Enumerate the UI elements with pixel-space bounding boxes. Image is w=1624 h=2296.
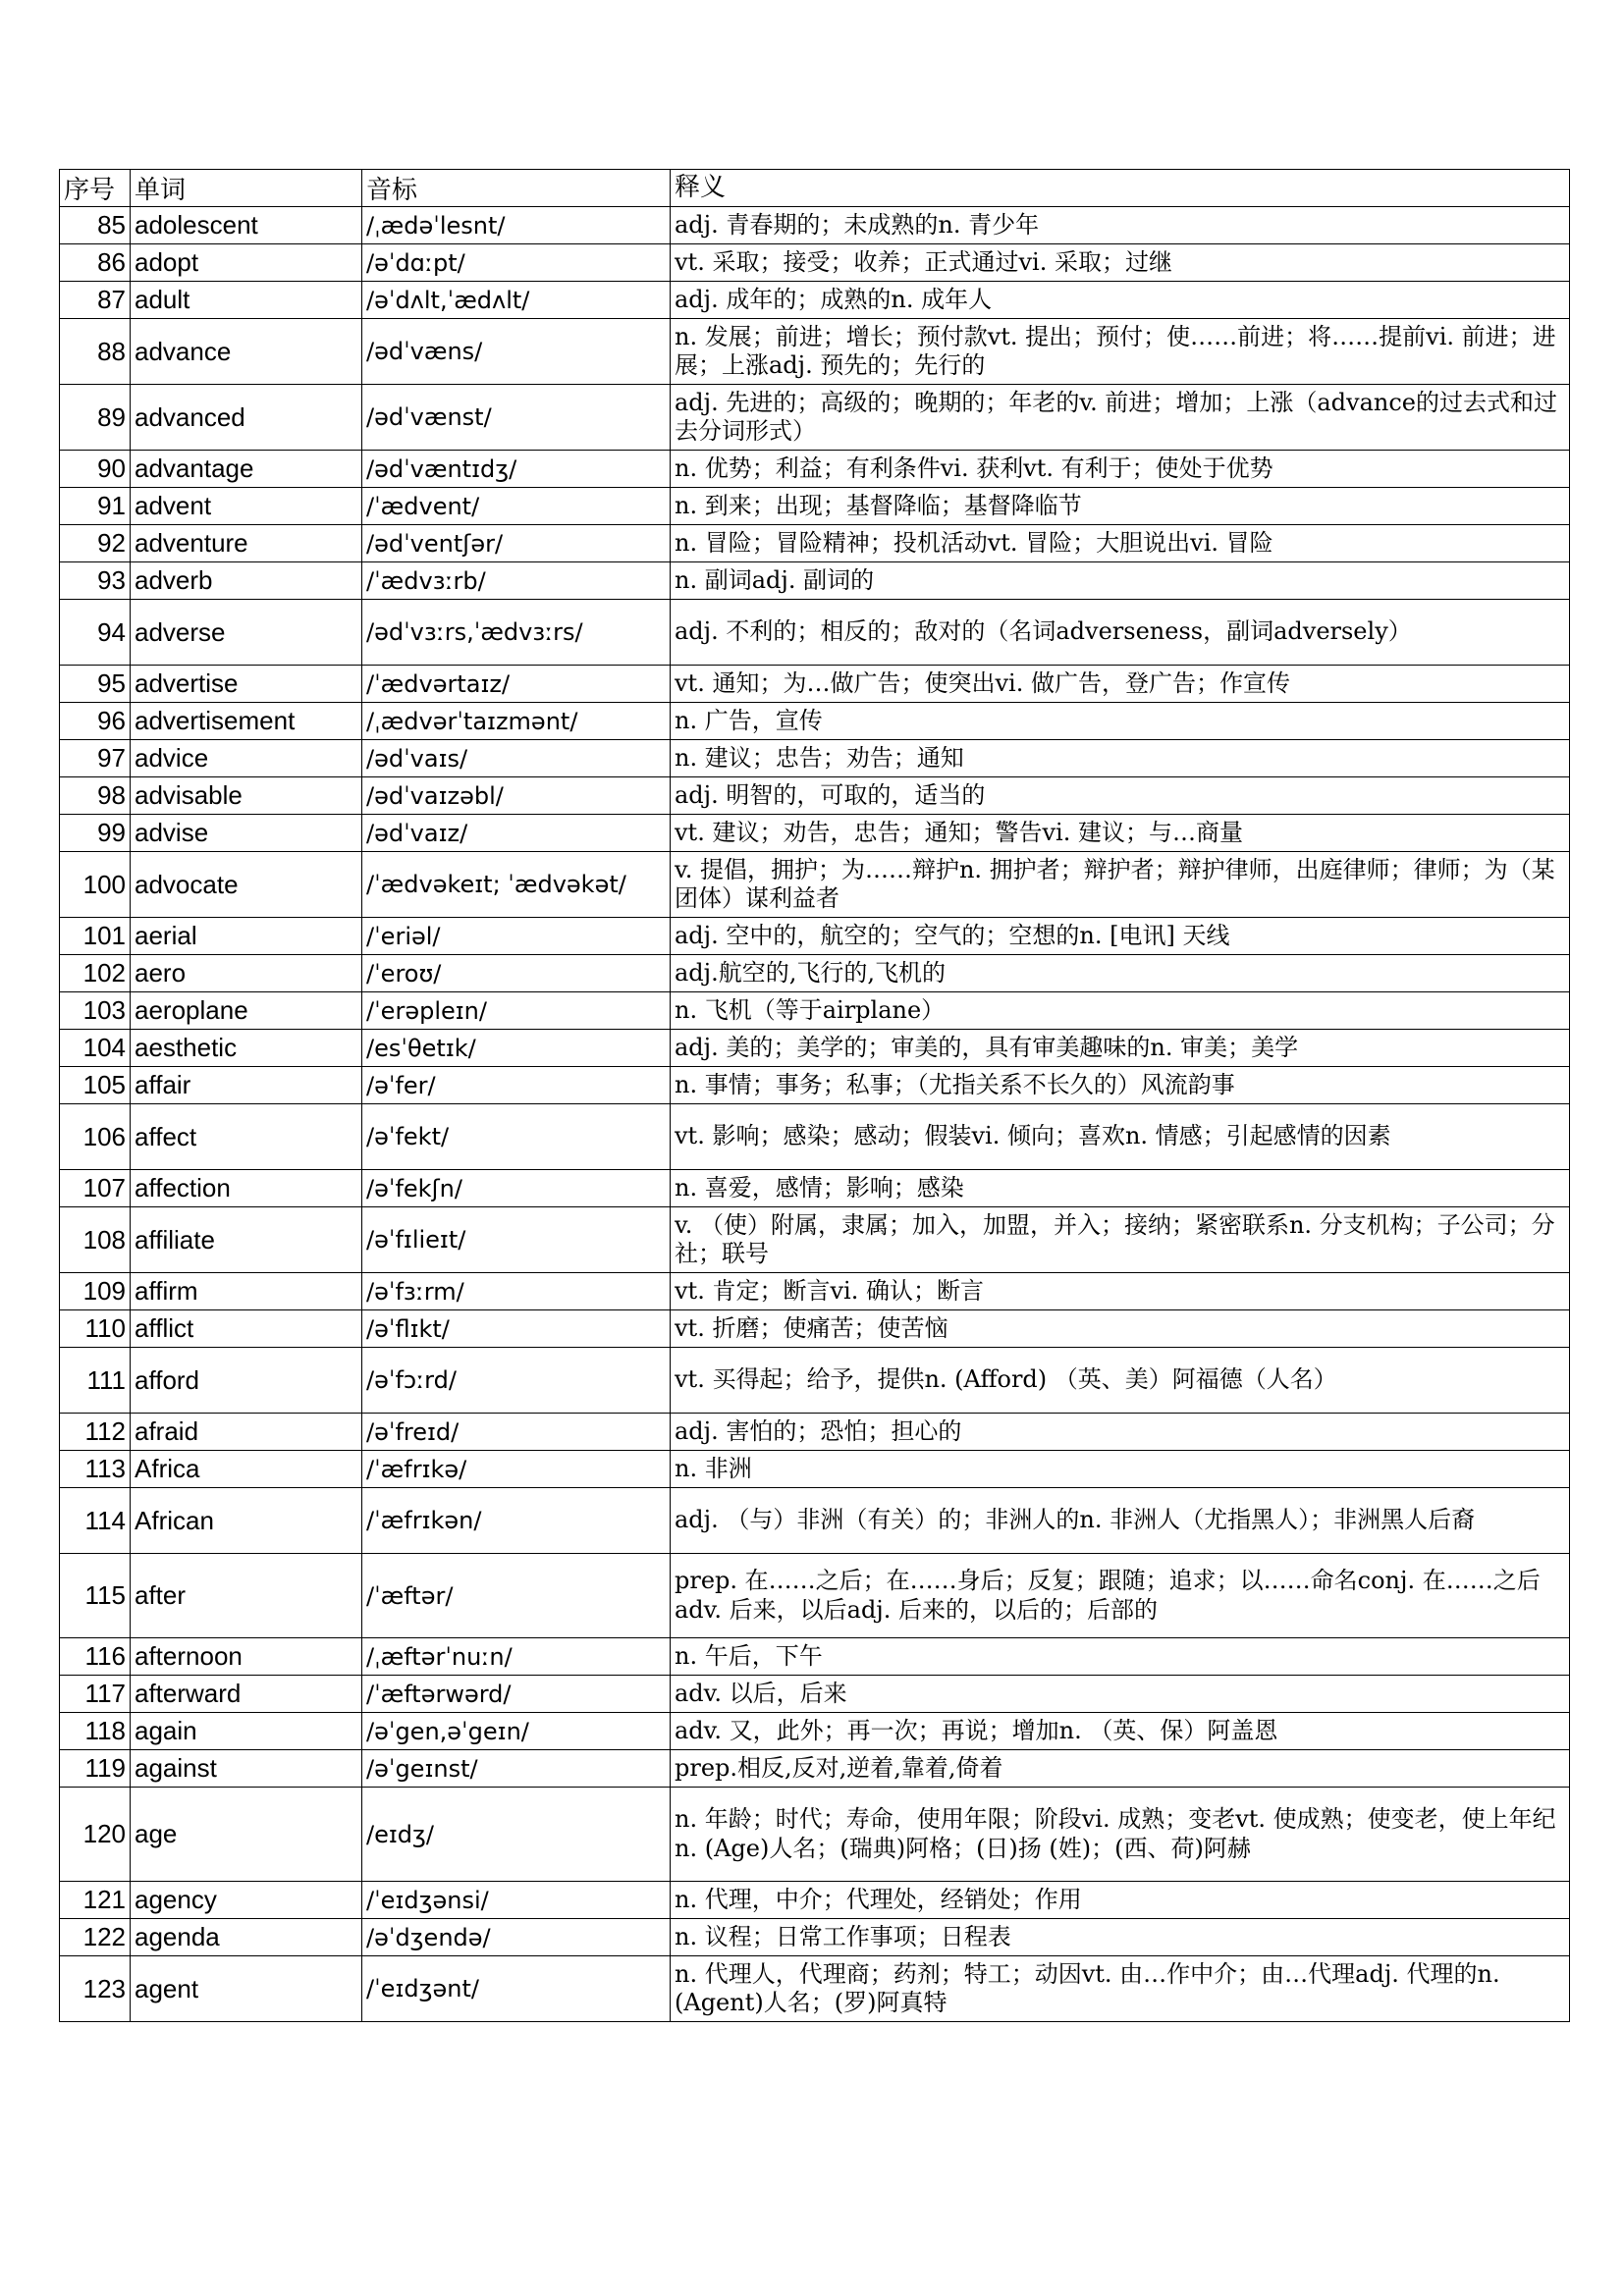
row-phonetic: /ˈædvɜːrb/ xyxy=(362,562,671,600)
row-definition: adj. 成年的；成熟的n. 成年人 xyxy=(671,282,1570,319)
row-phonetic: /əˈfer/ xyxy=(362,1067,671,1104)
row-word: after xyxy=(131,1554,362,1638)
row-definition: vt. 采取；接受；收养；正式通过vi. 采取；过继 xyxy=(671,244,1570,282)
row-word: advertise xyxy=(131,666,362,703)
row-phonetic: /ˈædvərtaɪz/ xyxy=(362,666,671,703)
table-row xyxy=(60,488,1570,525)
row-word: affection xyxy=(131,1170,362,1207)
row-word: aeroplane xyxy=(131,992,362,1030)
row-phonetic: /əˈfɜːrm/ xyxy=(362,1273,671,1310)
row-definition: n. 年龄；时代；寿命，使用年限；阶段vi. 成熟；变老vt. 使成熟；使变老，使上年纪n. (Age)人名；(瑞典)阿格；(日)扬 (姓)；(西、荷)阿赫 xyxy=(671,1788,1570,1882)
row-word: adolescent xyxy=(131,207,362,244)
row-number: 114 xyxy=(60,1488,131,1554)
row-word: Africa xyxy=(131,1451,362,1488)
table-row xyxy=(60,815,1570,852)
table-row xyxy=(60,562,1570,600)
row-definition: n. 飞机（等于airplane） xyxy=(671,992,1570,1030)
header-number: 序号 xyxy=(60,170,131,207)
row-definition: n. 代理人，代理商；药剂；特工；动因vt. 由…作中介；由…代理adj. 代理的n. (Agent)人名；(罗)阿真特 xyxy=(671,1956,1570,2022)
row-phonetic: /əˈfɔːrd/ xyxy=(362,1348,671,1414)
row-number: 108 xyxy=(60,1207,131,1273)
table-row xyxy=(60,1713,1570,1750)
row-word: adopt xyxy=(131,244,362,282)
row-definition: n. 喜爱，感情；影响；感染 xyxy=(671,1170,1570,1207)
row-word: agency xyxy=(131,1882,362,1919)
row-number: 109 xyxy=(60,1273,131,1310)
row-number: 116 xyxy=(60,1638,131,1676)
table-row xyxy=(60,852,1570,918)
row-definition: vt. 建议；劝告，忠告；通知；警告vi. 建议；与…商量 xyxy=(671,815,1570,852)
row-word: adventure xyxy=(131,525,362,562)
table-row xyxy=(60,1638,1570,1676)
row-phonetic: /ˈeɪdʒənsi/ xyxy=(362,1882,671,1919)
row-phonetic: /ˈæfrɪkə/ xyxy=(362,1451,671,1488)
table-row xyxy=(60,666,1570,703)
row-number: 112 xyxy=(60,1414,131,1451)
table-row xyxy=(60,525,1570,562)
row-definition: v. （使）附属，隶属；加入，加盟，并入；接纳；紧密联系n. 分支机构；子公司；分社；联号 xyxy=(671,1207,1570,1273)
row-number: 107 xyxy=(60,1170,131,1207)
row-definition: n. 到来；出现；基督降临；基督降临节 xyxy=(671,488,1570,525)
row-definition: adj. 青春期的；未成熟的n. 青少年 xyxy=(671,207,1570,244)
row-phonetic: /ˈeɪdʒənt/ xyxy=(362,1956,671,2022)
row-word: age xyxy=(131,1788,362,1882)
row-definition: n. 发展；前进；增长；预付款vt. 提出；预付；使……前进；将……提前vi. 前进；进展；上涨adj. 预先的；先行的 xyxy=(671,319,1570,385)
row-phonetic: /ˌæftərˈnuːn/ xyxy=(362,1638,671,1676)
row-word: advent xyxy=(131,488,362,525)
row-definition: n. 广告，宣传 xyxy=(671,703,1570,740)
row-word: aero xyxy=(131,955,362,992)
row-definition: vt. 买得起；给予，提供n. (Afford) （英、美）阿福德（人名） xyxy=(671,1348,1570,1414)
row-definition: n. 午后，下午 xyxy=(671,1638,1570,1676)
row-definition: n. 议程；日常工作事项；日程表 xyxy=(671,1919,1570,1956)
row-definition: vt. 通知；为…做广告；使突出vi. 做广告，登广告；作宣传 xyxy=(671,666,1570,703)
header-word: 单词 xyxy=(131,170,362,207)
table-row xyxy=(60,1170,1570,1207)
row-definition: adj. 空中的，航空的；空气的；空想的n. [电讯] 天线 xyxy=(671,918,1570,955)
row-phonetic: /ədˈvæntɪdʒ/ xyxy=(362,451,671,488)
table-row xyxy=(60,1554,1570,1638)
row-number: 105 xyxy=(60,1067,131,1104)
row-definition: adj. 害怕的；恐怕；担心的 xyxy=(671,1414,1570,1451)
table-row xyxy=(60,1919,1570,1956)
row-phonetic: /əˈfekt/ xyxy=(362,1104,671,1170)
table-row xyxy=(60,244,1570,282)
row-number: 90 xyxy=(60,451,131,488)
row-word: adverb xyxy=(131,562,362,600)
table-row xyxy=(60,918,1570,955)
row-number: 101 xyxy=(60,918,131,955)
row-definition: v. 提倡，拥护；为……辩护n. 拥护者；辩护者；辩护律师，出庭律师；律师；为（某团体）谋利益者 xyxy=(671,852,1570,918)
row-definition: n. 冒险；冒险精神；投机活动vt. 冒险；大胆说出vi. 冒险 xyxy=(671,525,1570,562)
row-phonetic: /əˈflɪkt/ xyxy=(362,1310,671,1348)
row-definition: n. 事情；事务；私事；（尤指关系不长久的）风流韵事 xyxy=(671,1067,1570,1104)
row-definition: adj. 美的；美学的；审美的，具有审美趣味的n. 审美；美学 xyxy=(671,1030,1570,1067)
row-number: 95 xyxy=(60,666,131,703)
row-phonetic: /əˈfɪlieɪt/ xyxy=(362,1207,671,1273)
table-row xyxy=(60,1788,1570,1882)
row-word: afflict xyxy=(131,1310,362,1348)
row-word: afterward xyxy=(131,1676,362,1713)
row-word: advance xyxy=(131,319,362,385)
table-row xyxy=(60,777,1570,815)
row-number: 121 xyxy=(60,1882,131,1919)
row-number: 99 xyxy=(60,815,131,852)
row-number: 118 xyxy=(60,1713,131,1750)
table-row xyxy=(60,740,1570,777)
row-word: agent xyxy=(131,1956,362,2022)
row-number: 98 xyxy=(60,777,131,815)
row-number: 102 xyxy=(60,955,131,992)
row-definition: n. 副词adj. 副词的 xyxy=(671,562,1570,600)
table-row xyxy=(60,1310,1570,1348)
table-row xyxy=(60,1030,1570,1067)
row-number: 122 xyxy=(60,1919,131,1956)
row-definition: adv. 又，此外；再一次；再说；增加n. （英、保）阿盖恩 xyxy=(671,1713,1570,1750)
row-definition: adv. 以后，后来 xyxy=(671,1676,1570,1713)
row-number: 110 xyxy=(60,1310,131,1348)
row-number: 92 xyxy=(60,525,131,562)
row-number: 87 xyxy=(60,282,131,319)
table-row xyxy=(60,1451,1570,1488)
table-row xyxy=(60,1750,1570,1788)
row-phonetic: /ˈæfrɪkən/ xyxy=(362,1488,671,1554)
row-number: 96 xyxy=(60,703,131,740)
row-word: advise xyxy=(131,815,362,852)
row-word: afford xyxy=(131,1348,362,1414)
row-phonetic: /ˈæftərwərd/ xyxy=(362,1676,671,1713)
row-number: 111 xyxy=(60,1348,131,1414)
row-phonetic: /esˈθetɪk/ xyxy=(362,1030,671,1067)
row-definition: adj. 不利的；相反的；敌对的（名词adverseness，副词adversely） xyxy=(671,600,1570,666)
row-phonetic: /əˈdɑːpt/ xyxy=(362,244,671,282)
table-row xyxy=(60,1067,1570,1104)
header-row xyxy=(60,170,1570,207)
row-word: again xyxy=(131,1713,362,1750)
table-row xyxy=(60,992,1570,1030)
table-row xyxy=(60,207,1570,244)
row-word: adult xyxy=(131,282,362,319)
row-word: aerial xyxy=(131,918,362,955)
row-phonetic: /ˈeriəl/ xyxy=(362,918,671,955)
row-phonetic: /ədˈvaɪzəbl/ xyxy=(362,777,671,815)
row-definition: n. 建议；忠告；劝告；通知 xyxy=(671,740,1570,777)
row-definition: n. 优势；利益；有利条件vi. 获利vt. 有利于；使处于优势 xyxy=(671,451,1570,488)
row-number: 93 xyxy=(60,562,131,600)
row-number: 97 xyxy=(60,740,131,777)
row-phonetic: /əˈdʒendə/ xyxy=(362,1919,671,1956)
table-row xyxy=(60,1414,1570,1451)
row-word: aesthetic xyxy=(131,1030,362,1067)
row-word: affect xyxy=(131,1104,362,1170)
row-definition: n. 代理，中介；代理处，经销处；作用 xyxy=(671,1882,1570,1919)
row-definition: n. 非洲 xyxy=(671,1451,1570,1488)
row-number: 115 xyxy=(60,1554,131,1638)
row-number: 117 xyxy=(60,1676,131,1713)
table-row xyxy=(60,282,1570,319)
row-definition: adj. 明智的，可取的，适当的 xyxy=(671,777,1570,815)
row-word: affirm xyxy=(131,1273,362,1310)
row-number: 104 xyxy=(60,1030,131,1067)
row-number: 94 xyxy=(60,600,131,666)
table-row xyxy=(60,385,1570,451)
row-word: adverse xyxy=(131,600,362,666)
table-row xyxy=(60,600,1570,666)
row-phonetic: /əˈfreɪd/ xyxy=(362,1414,671,1451)
row-phonetic: /ˈerəpleɪn/ xyxy=(362,992,671,1030)
row-number: 106 xyxy=(60,1104,131,1170)
row-word: affair xyxy=(131,1067,362,1104)
row-phonetic: /ˈeroʊ/ xyxy=(362,955,671,992)
table-row xyxy=(60,1273,1570,1310)
row-phonetic: /eɪdʒ/ xyxy=(362,1788,671,1882)
row-phonetic: /ədˈventʃər/ xyxy=(362,525,671,562)
row-number: 100 xyxy=(60,852,131,918)
row-word: against xyxy=(131,1750,362,1788)
row-number: 103 xyxy=(60,992,131,1030)
table-row xyxy=(60,703,1570,740)
row-definition: prep. 在……之后；在……身后；反复；跟随；追求；以……命名conj. 在……之后adv. 后来，以后adj. 后来的，以后的；后部的 xyxy=(671,1554,1570,1638)
row-word: affiliate xyxy=(131,1207,362,1273)
table-row xyxy=(60,1676,1570,1713)
row-word: advantage xyxy=(131,451,362,488)
row-word: advocate xyxy=(131,852,362,918)
table-row xyxy=(60,1956,1570,2022)
header-phonetic: 音标 xyxy=(362,170,671,207)
table-row xyxy=(60,319,1570,385)
row-phonetic: /ˌædvərˈtaɪzmənt/ xyxy=(362,703,671,740)
row-definition: vt. 折磨；使痛苦；使苦恼 xyxy=(671,1310,1570,1348)
row-word: afternoon xyxy=(131,1638,362,1676)
row-phonetic: /ˈæftər/ xyxy=(362,1554,671,1638)
row-number: 91 xyxy=(60,488,131,525)
row-definition: prep.相反,反对,逆着,靠着,倚着 xyxy=(671,1750,1570,1788)
row-phonetic: /ədˈvaɪz/ xyxy=(362,815,671,852)
row-word: advanced xyxy=(131,385,362,451)
row-word: afraid xyxy=(131,1414,362,1451)
row-definition: adj. 先进的；高级的；晚期的；年老的v. 前进；增加；上涨（advance的过去式和过去分词形式） xyxy=(671,385,1570,451)
table-row xyxy=(60,1348,1570,1414)
row-number: 85 xyxy=(60,207,131,244)
row-number: 89 xyxy=(60,385,131,451)
row-phonetic: /əˈfekʃn/ xyxy=(362,1170,671,1207)
table-row xyxy=(60,1104,1570,1170)
row-phonetic: /əˈdʌlt,ˈædʌlt/ xyxy=(362,282,671,319)
row-phonetic: /ˈædvent/ xyxy=(362,488,671,525)
row-number: 86 xyxy=(60,244,131,282)
row-number: 120 xyxy=(60,1788,131,1882)
vocabulary-table xyxy=(59,169,1570,2022)
row-word: advertisement xyxy=(131,703,362,740)
row-word: African xyxy=(131,1488,362,1554)
row-definition: adj.航空的,飞行的,飞机的 xyxy=(671,955,1570,992)
row-word: advice xyxy=(131,740,362,777)
table-row xyxy=(60,1882,1570,1919)
header-definition: 释义 xyxy=(671,170,1570,207)
row-phonetic: /əˈgeɪnst/ xyxy=(362,1750,671,1788)
table-row xyxy=(60,451,1570,488)
row-definition: vt. 影响；感染；感动；假装vi. 倾向；喜欢n. 情感；引起感情的因素 xyxy=(671,1104,1570,1170)
row-phonetic: /əˈgen,əˈgeɪn/ xyxy=(362,1713,671,1750)
row-phonetic: /ədˈvaɪs/ xyxy=(362,740,671,777)
row-number: 113 xyxy=(60,1451,131,1488)
row-phonetic: /ədˈvɜːrs,ˈædvɜːrs/ xyxy=(362,600,671,666)
row-phonetic: /ədˈvænst/ xyxy=(362,385,671,451)
row-definition: adj. （与）非洲（有关）的；非洲人的n. 非洲人（尤指黑人）；非洲黑人后裔 xyxy=(671,1488,1570,1554)
row-number: 119 xyxy=(60,1750,131,1788)
row-phonetic: /ədˈvæns/ xyxy=(362,319,671,385)
row-phonetic: /ˈædvəkeɪt; ˈædvəkət/ xyxy=(362,852,671,918)
row-word: advisable xyxy=(131,777,362,815)
row-word: agenda xyxy=(131,1919,362,1956)
row-number: 88 xyxy=(60,319,131,385)
row-definition: vt. 肯定；断言vi. 确认；断言 xyxy=(671,1273,1570,1310)
table-row xyxy=(60,1488,1570,1554)
row-number: 123 xyxy=(60,1956,131,2022)
table-row xyxy=(60,955,1570,992)
table-row xyxy=(60,1207,1570,1273)
row-phonetic: /ˌædəˈlesnt/ xyxy=(362,207,671,244)
